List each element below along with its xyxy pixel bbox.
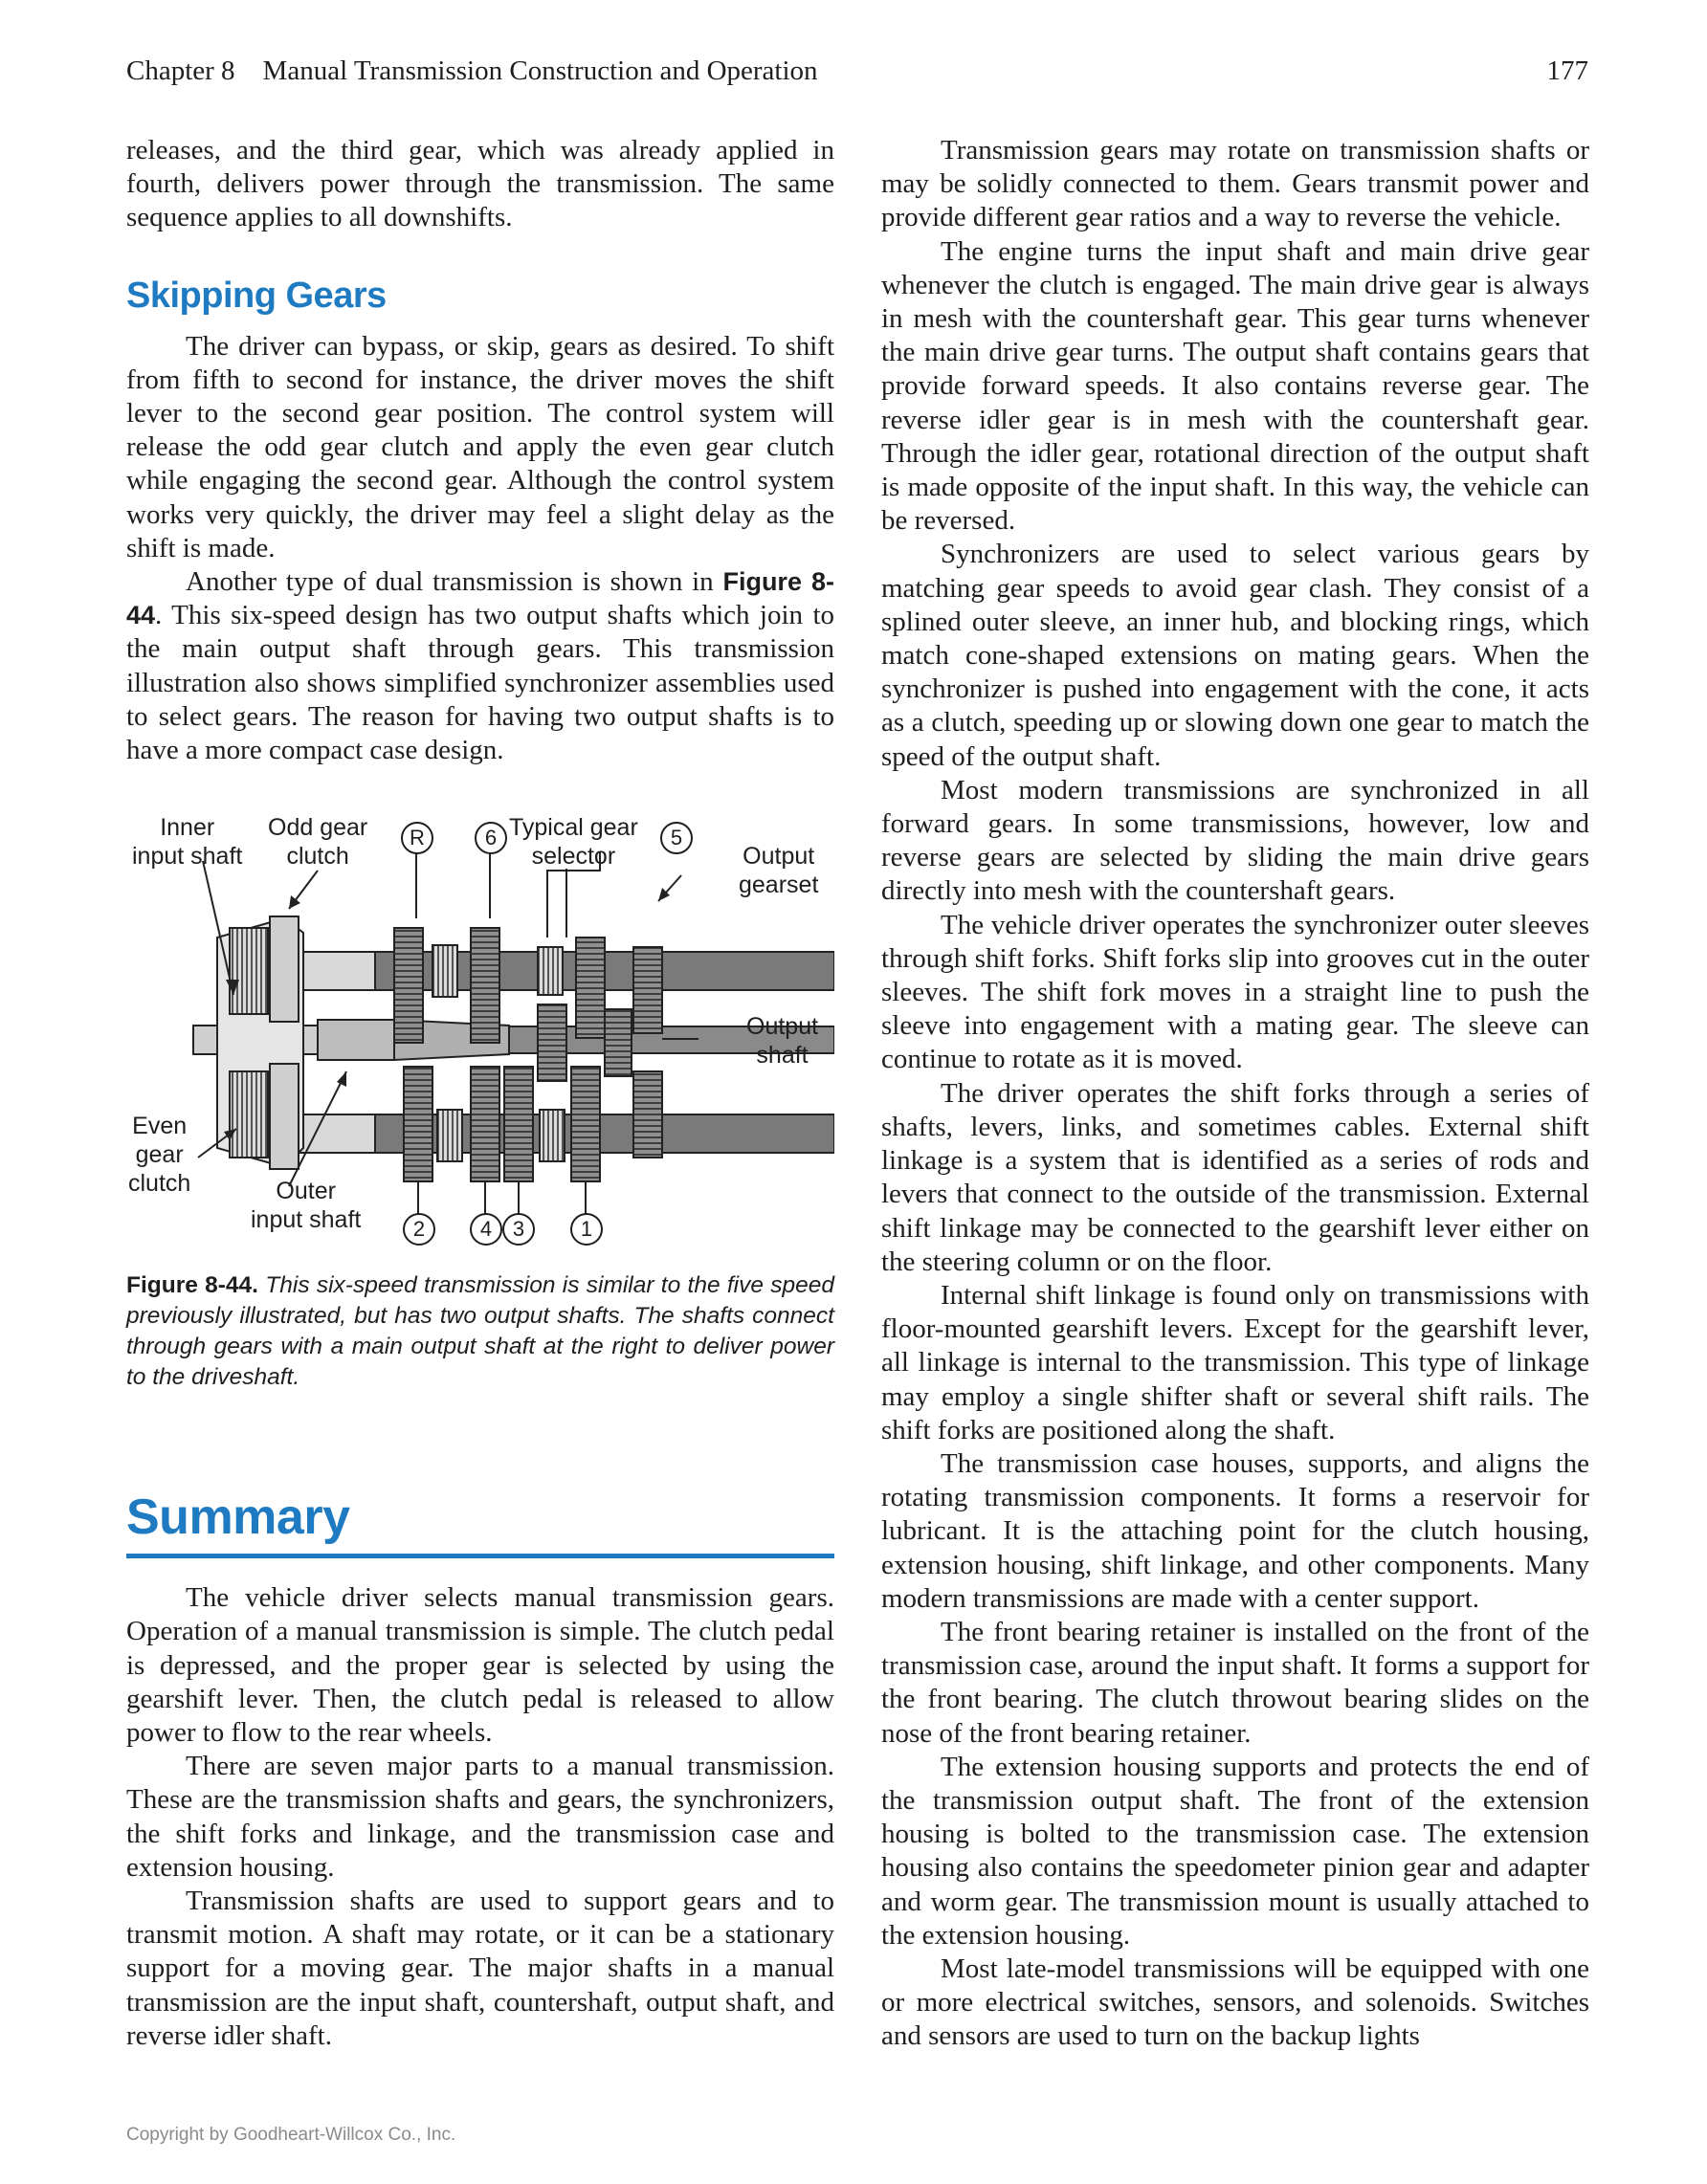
right-paragraph: The transmission case houses, supports, and aligns the rotating transmission components. It forms a reservoir for lubricant. It is the attaching point for the clutch housing, extension housing, shift linkage, and other components. Many modern transmissions are made with a center support. (881, 1447, 1589, 1614)
label-output-gearset: Output gearset (739, 843, 819, 899)
skipping-paragraph-1: The driver can bypass, or skip, gears as desired. To shift from fifth to second for instance, the driver moves the shift lever to the second gear position. The control system will release the odd gear clutch and apply the even gear clutch while engaging the second gear. Although the control system works very quickly, the driver may feel a slight delay as the shift is made. (126, 330, 834, 563)
copyright-footer: Copyright by Goodheart-Willcox Co., Inc. (126, 2125, 456, 2145)
skipping-p2-before: Another type of dual transmission is shown in (186, 566, 723, 598)
marker-gear-2: 2 (403, 1213, 435, 1246)
figure-reference[interactable]: Figure 8-44 (126, 567, 834, 630)
skipping-p2-after: . This six-speed design has two output shafts which join to the main output shaft through gears. This transmission illustration also shows simplified synchronizer assemblies used to select gears. The reason for having two output shafts is to have a more compact case design. (126, 600, 834, 766)
transmission-illustration (126, 804, 834, 1253)
label-output-shaft: Output shaft (746, 1013, 819, 1070)
right-paragraph: Transmission gears may rotate on transmission shafts or may be solidly connected to them. Gears transmit power and provide different gear ratios and a way to reverse the vehicle. (881, 135, 1589, 233)
caption-label: Figure 8-44. (126, 1272, 258, 1299)
skipping-gears-heading: Skipping Gears (126, 275, 387, 316)
caption-text: This six-speed transmission is similar to the five speed previously illustrated, but has two output shafts. The shafts connect through gears with a main output shaft at the right to deliver power to the driveshaft. (126, 1272, 835, 1391)
summary-heading: Summary (126, 1489, 350, 1546)
right-paragraph: The extension housing supports and protects the end of the transmission output shaft. The front of the extension housing is bolted to the transmission case. The extension housing also contains the speedometer pinion gear and adapter and worm gear. The transmission mount is usually attached to the extension housing. (881, 1751, 1589, 1951)
intro-paragraph: releases, and the third gear, which was already applied in fourth, delivers power through the transmission. The same sequence applies to all downshifts. (126, 135, 834, 233)
figure-caption (126, 1270, 834, 1393)
running-head (126, 55, 1588, 94)
label-inner-input-shaft: Inner input shaft (132, 814, 243, 871)
right-paragraph: The front bearing retainer is installed on the front of the transmission case, around the input shaft. It forms a support for the front bearing. The clutch throwout bearing slides on the nose of the front bearing retainer. (881, 1616, 1589, 1749)
summary-section (126, 1489, 834, 2053)
right-paragraph: Internal shift linkage is found only on transmissions with floor-mounted gearshift levers. Except for the gearshift lever, all linkage is internal to the transmission. This type of linkage may employ a single shifter shaft or several shift rails. The shift forks are positioned along the shaft. (881, 1279, 1589, 1445)
marker-gear-5: 5 (660, 822, 693, 854)
label-outer-input-shaft: Outer input shaft (251, 1178, 362, 1234)
right-paragraph: Most modern transmissions are synchronized in all forward gears. In some transmissions, however, low and reverse gears are selected by sliding the main drive gears directly into mesh with the countershaft gears. (881, 774, 1589, 907)
marker-gear-6: 6 (475, 822, 507, 854)
right-paragraph: The engine turns the input shaft and main drive gear whenever the clutch is engaged. The main drive gear is always in mesh with the countershaft gear. This gear turns whenever the main drive gear turns. The output shaft contains gears that provide forward speeds. It also contains reverse gear. The reverse idler gear is in mesh with the countershaft gear. Through the idler gear, rotational direction of the output shaft is made opposite of the input shaft. In this way, the vehicle can be reversed. (881, 235, 1589, 537)
right-paragraph: The driver operates the shift forks through a series of shafts, levers, links, and sometimes cables. External shift linkage is a system that is identified as a series of rods and levers that connect to the outside of the transmission. External shift linkage may be connected to the gearshift lever either on the steering column or on the floor. (881, 1077, 1589, 1277)
figure-8-44 (126, 804, 834, 1253)
summary-paragraph-3: Transmission shafts are used to support gears and to transmit motion. A shaft may rotate, or it can be a stationary support for a moving gear. The major shafts in a manual transmission are the input shaft, countershaft, output shaft, and reverse idler shaft. (126, 1886, 834, 2051)
left-column (126, 134, 834, 2053)
right-paragraph: Most late-model transmissions will be equipped with one or more electrical switches, sensors, and solenoids. Switches and sensors are used to turn on the backup lights (881, 1952, 1589, 2052)
summary-paragraph-1: The vehicle driver selects manual transmission gears. Operation of a manual transmission is simple. The clutch pedal is depressed, and the proper gear is selected by using the gearshift lever. Then, the clutch pedal is released to allow power to flow to the rear wheels. (126, 1582, 834, 1749)
right-paragraph: The vehicle driver operates the synchronizer outer sleeves through shift forks. Shift forks slip into grooves cut in the outer sleeves. The shift fork moves in a straight line to push the sleeve into engagement with a mating gear. The sleeve can continue to rotate as it is moved. (881, 909, 1589, 1075)
page-number: 177 (1546, 55, 1588, 86)
chapter-title: Chapter 8 Manual Transmission Construction and Operation (126, 55, 818, 86)
marker-gear-4: 4 (470, 1213, 502, 1246)
summary-paragraph-2: There are seven major parts to a manual transmission. These are the transmission shafts and gears, the synchronizers, the shift forks and linkage, and the transmission case and extension housing. (126, 1751, 834, 1883)
marker-gear-1: 1 (570, 1213, 603, 1246)
marker-reverse: R (401, 822, 433, 854)
label-even-gear-clutch: Even gear clutch (128, 1113, 191, 1198)
right-paragraph: Synchronizers are used to select various gears by matching gear speeds to avoid gear clash. They consist of a splined outer sleeve, an inner hub, and blocking rings, which match cone-shaped extensions on mating gears. When the synchronizer is pushed into engagement with the cone, it acts as a clutch, speeding up or slowing down one gear to match the speed of the output shaft. (881, 539, 1589, 772)
summary-rule (126, 1554, 834, 1558)
skipping-paragraph-2 (126, 565, 834, 767)
label-odd-gear-clutch: Odd gear clutch (268, 814, 368, 871)
label-typical-gear-selector: Typical gear selector (509, 814, 638, 871)
right-column (881, 134, 1589, 2054)
marker-gear-3: 3 (502, 1213, 535, 1246)
